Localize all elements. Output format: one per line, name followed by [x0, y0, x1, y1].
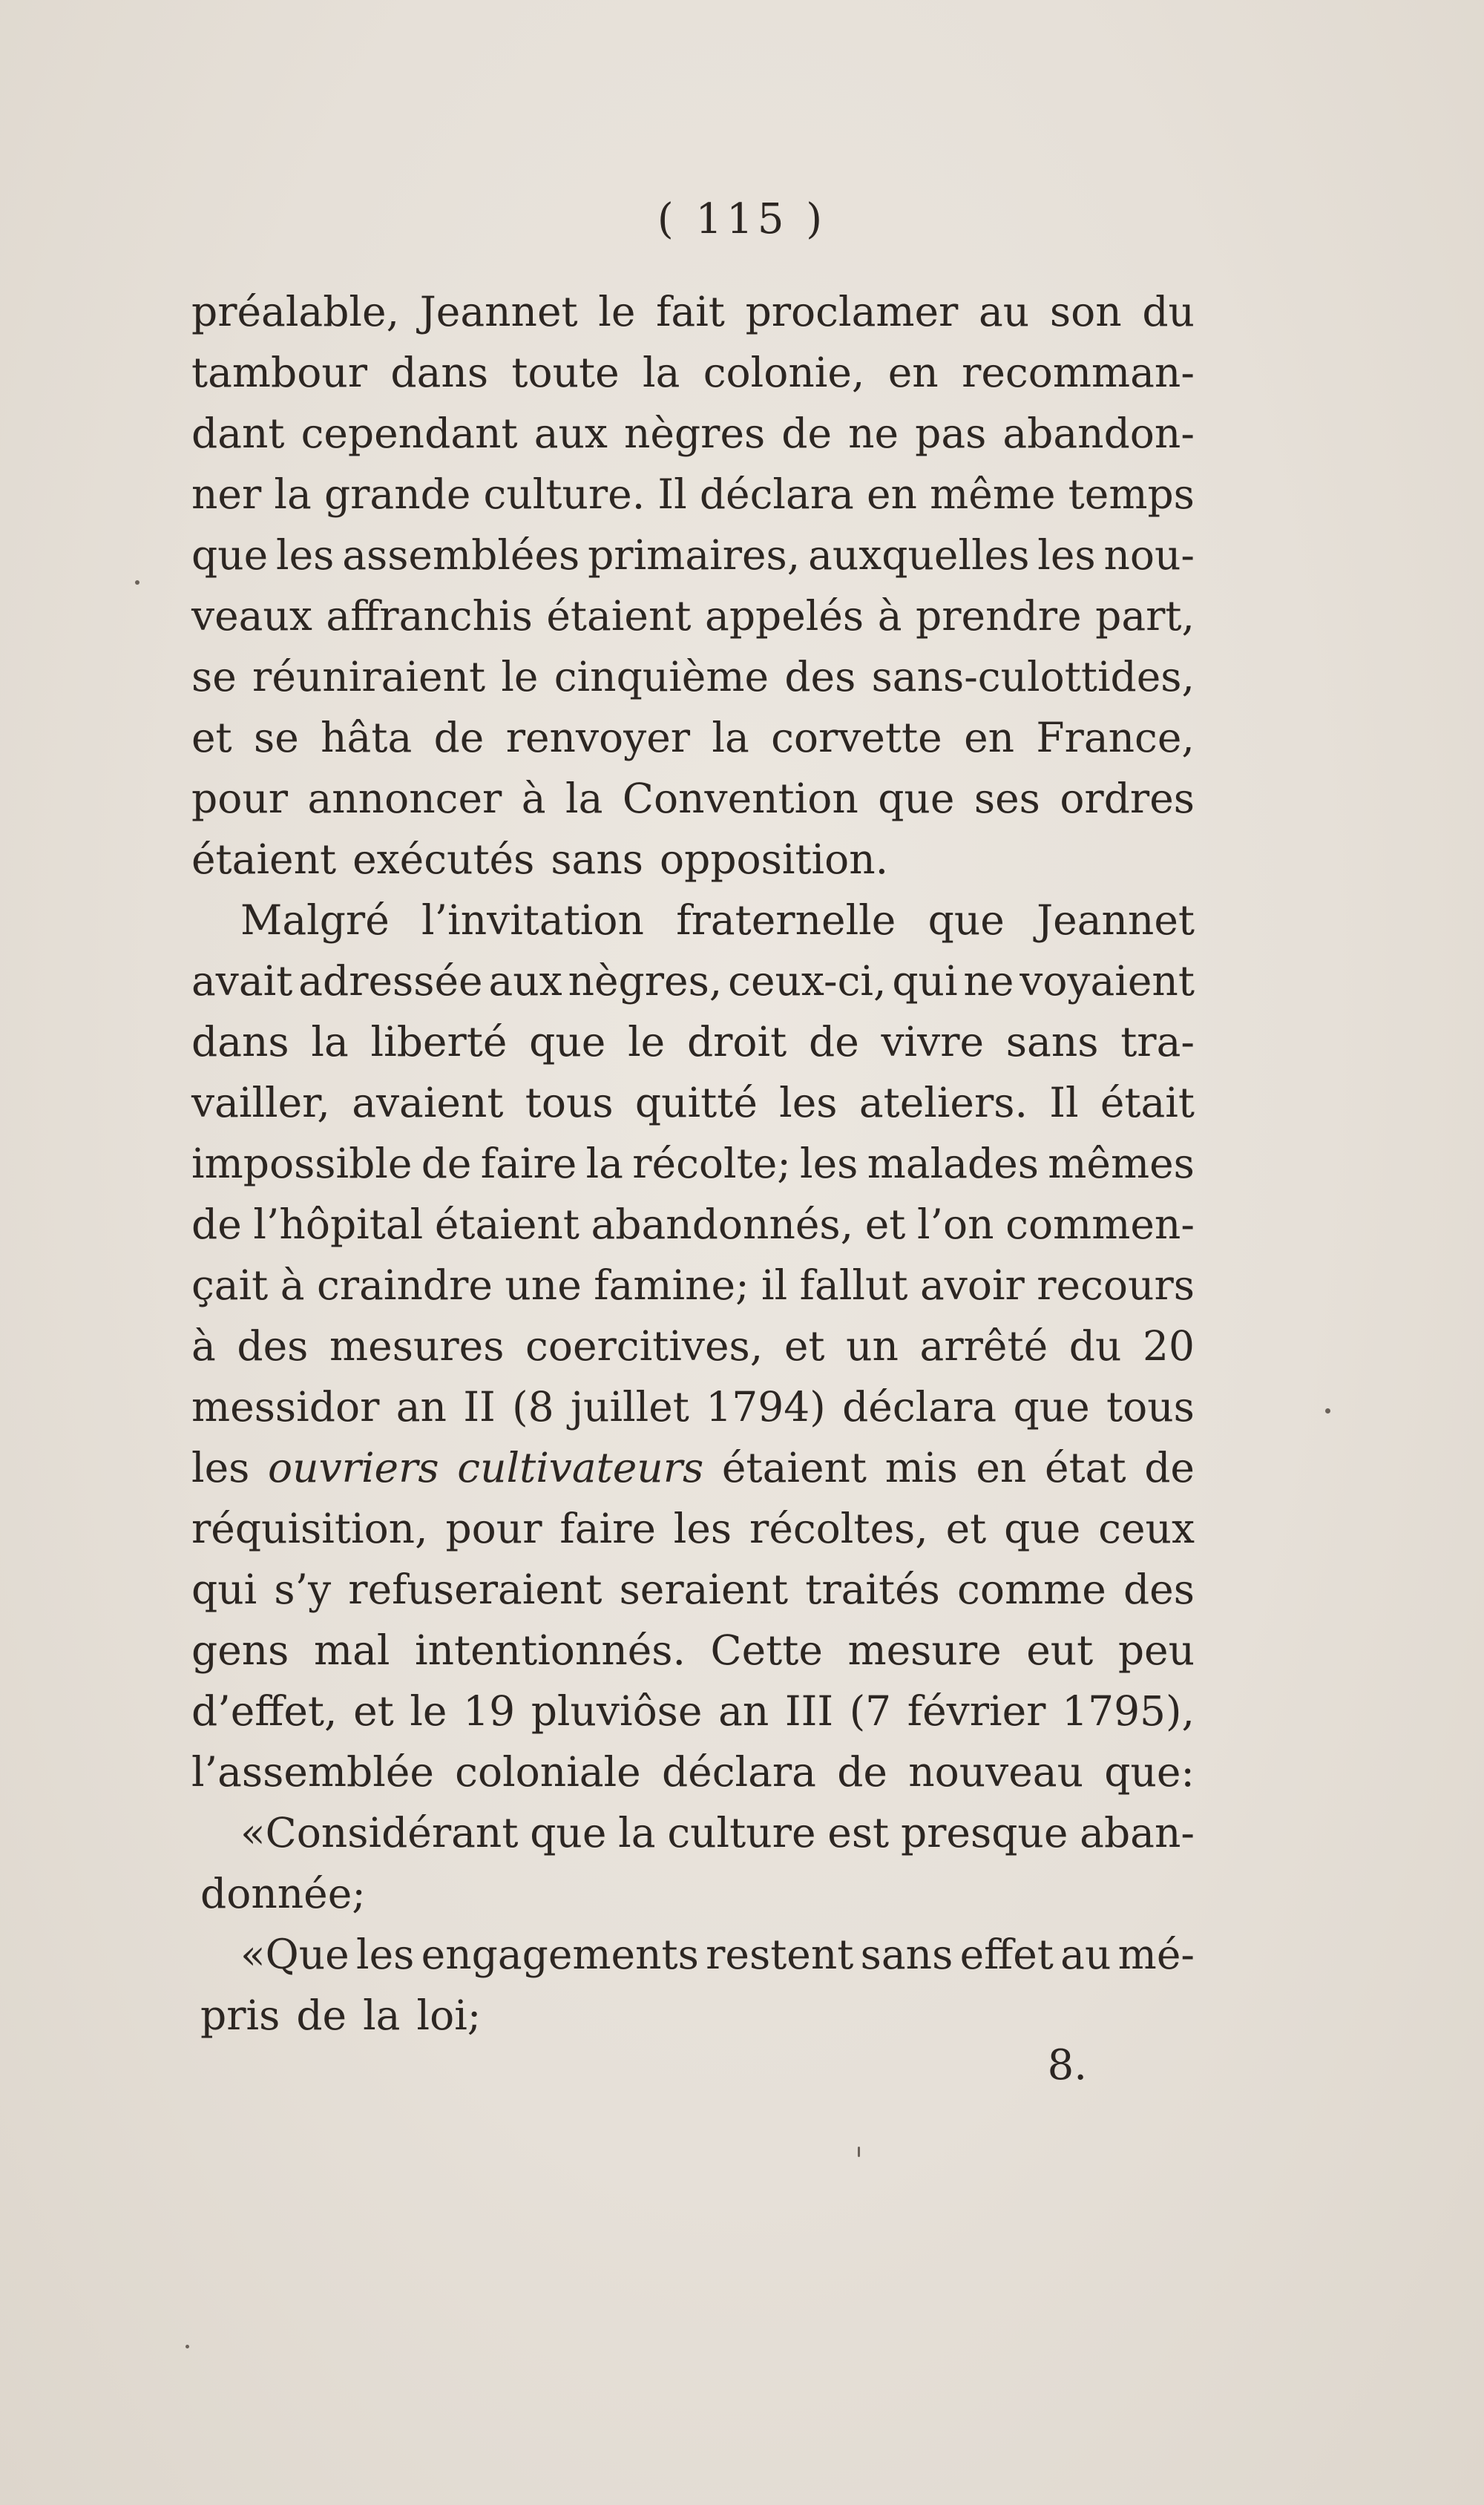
- word: étaient: [434, 1201, 580, 1248]
- word: ceux: [1098, 1505, 1195, 1552]
- word: de: [421, 1140, 472, 1187]
- word: recours: [1037, 1261, 1195, 1309]
- word: les: [779, 1079, 838, 1126]
- word: de: [1144, 1444, 1195, 1491]
- word: étaient: [546, 592, 692, 640]
- word: avaient: [352, 1079, 504, 1126]
- word: çait: [191, 1261, 269, 1309]
- word: ner: [191, 470, 262, 518]
- word: à: [877, 592, 902, 640]
- word: de: [191, 1201, 242, 1248]
- word: des: [1123, 1566, 1195, 1613]
- word: déclara: [699, 470, 854, 518]
- word: famine;: [594, 1261, 749, 1309]
- word: appelés: [705, 592, 864, 640]
- word: déclara: [661, 1748, 816, 1796]
- word: au: [979, 288, 1030, 335]
- word: l’hôpital: [253, 1201, 424, 1248]
- word: le: [628, 1018, 666, 1066]
- text-line: [191, 1671, 1195, 1735]
- word: restent: [706, 1931, 854, 1978]
- word: se: [254, 714, 299, 761]
- word: primaires,: [588, 531, 801, 579]
- word: mé-: [1117, 1931, 1195, 1978]
- word: part,: [1095, 592, 1195, 640]
- text-line: [191, 1245, 1195, 1309]
- word: Jeannet: [1037, 896, 1195, 944]
- word: étaient: [191, 835, 337, 883]
- word: (8: [512, 1383, 554, 1431]
- word: sans: [860, 1931, 953, 1978]
- word: opposition.: [660, 835, 889, 883]
- word: annoncer: [307, 775, 502, 822]
- word: Cette: [710, 1626, 823, 1674]
- text-line: [191, 1854, 1195, 1917]
- word: était: [1100, 1079, 1195, 1126]
- text-line: [191, 1306, 1195, 1370]
- word: réquisition,: [191, 1505, 428, 1552]
- word: pour: [191, 775, 289, 822]
- word: cultivateurs: [457, 1444, 704, 1491]
- word: 1794): [706, 1383, 826, 1431]
- word: juillet: [570, 1383, 689, 1431]
- word: cinquième: [554, 653, 769, 700]
- word: les: [1037, 531, 1096, 579]
- word: Jeannet: [419, 288, 578, 335]
- text-line: [191, 332, 1195, 396]
- word: ouvriers: [268, 1444, 439, 1491]
- word: la: [712, 714, 749, 761]
- text-line: [191, 515, 1195, 579]
- word: adressée: [298, 957, 483, 1005]
- word: que: [1004, 1505, 1081, 1552]
- text-line: [191, 637, 1195, 700]
- word: 19: [463, 1687, 516, 1735]
- word: toute: [511, 349, 620, 396]
- word: en: [976, 1444, 1027, 1491]
- word: tous: [1106, 1383, 1195, 1431]
- word: recomman-: [962, 349, 1195, 396]
- word: exécutés: [352, 835, 535, 883]
- word: 1795),: [1062, 1687, 1195, 1735]
- text-line: [191, 1610, 1195, 1674]
- word: dans: [191, 1018, 289, 1066]
- word: mesures: [329, 1322, 505, 1370]
- word: mesure: [847, 1626, 1002, 1674]
- word: que: [928, 896, 1005, 944]
- word: (7: [849, 1687, 892, 1735]
- word: eut: [1026, 1626, 1094, 1674]
- word: seraient: [619, 1566, 789, 1613]
- word: ceux-ci,: [728, 957, 887, 1005]
- word: coercitives,: [525, 1322, 764, 1370]
- word: affranchis: [326, 592, 533, 640]
- word: donnée;: [200, 1870, 366, 1917]
- word: même: [930, 470, 1056, 518]
- word: du: [1068, 1322, 1122, 1370]
- word: ne: [848, 410, 899, 457]
- word: qui: [191, 1566, 257, 1613]
- word: proclamer: [745, 288, 959, 335]
- word: et: [353, 1687, 394, 1735]
- word: Il: [657, 470, 687, 518]
- word: que: [878, 775, 955, 822]
- text-line: [191, 1063, 1195, 1126]
- word: gens: [191, 1626, 289, 1674]
- word: engagements: [421, 1931, 699, 1978]
- word: commen-: [1005, 1201, 1195, 1248]
- word: fallut: [799, 1261, 908, 1309]
- word: que: [529, 1018, 606, 1066]
- word: loi;: [416, 1992, 482, 2039]
- word: pas: [915, 410, 987, 457]
- word: une: [505, 1261, 582, 1309]
- text-line: [191, 941, 1195, 1005]
- word: prendre: [916, 592, 1082, 640]
- text-line: [191, 1184, 1195, 1248]
- word: la: [585, 1140, 623, 1187]
- word: vailler,: [191, 1079, 330, 1126]
- signature-mark: 8.: [1047, 2041, 1087, 2089]
- word: sans-culottides,: [871, 653, 1195, 700]
- word: veaux: [191, 592, 312, 640]
- word: coloniale: [455, 1748, 641, 1796]
- word: droit: [686, 1018, 787, 1066]
- word: tous: [525, 1079, 614, 1126]
- word: dans: [390, 349, 489, 396]
- word: à: [280, 1261, 305, 1309]
- word: comme: [957, 1566, 1106, 1613]
- word: auxquelles: [808, 531, 1030, 579]
- word: au: [1060, 1931, 1112, 1978]
- word: nègres,: [568, 957, 723, 1005]
- word: se: [191, 653, 237, 700]
- word: an: [395, 1383, 447, 1431]
- word: faire: [480, 1140, 577, 1187]
- word: le: [501, 653, 539, 700]
- word: culture.: [483, 470, 646, 518]
- word: traités: [805, 1566, 940, 1613]
- text-line: [191, 819, 1195, 883]
- word: aux: [488, 957, 562, 1005]
- word: nouveau: [908, 1748, 1084, 1796]
- word: dant: [191, 410, 285, 457]
- word: ne: [963, 957, 1014, 1005]
- word: est: [827, 1809, 890, 1856]
- word: malades: [867, 1140, 1039, 1187]
- word: fait: [656, 288, 725, 335]
- word: la: [565, 775, 603, 822]
- word: an: [718, 1687, 769, 1735]
- text-line: [191, 1002, 1195, 1066]
- word: la: [618, 1809, 656, 1856]
- word: 20: [1142, 1322, 1195, 1370]
- word: «Que: [240, 1931, 349, 1978]
- word: l’invitation: [421, 896, 644, 944]
- word: étaient: [721, 1444, 867, 1491]
- body-text: [191, 272, 1195, 2039]
- text-line: [191, 1732, 1195, 1796]
- word: mêmes: [1048, 1140, 1195, 1187]
- word: renvoyer: [505, 714, 691, 761]
- word: corvette: [771, 714, 942, 761]
- word: en: [887, 349, 939, 396]
- word: et: [945, 1505, 987, 1552]
- word: pris: [200, 1992, 280, 2039]
- word: quitté: [634, 1079, 758, 1126]
- word: abandonnés,: [591, 1201, 854, 1248]
- word: sans: [551, 835, 643, 883]
- word: des: [784, 653, 856, 700]
- word: faire: [559, 1505, 656, 1552]
- text-line: [191, 1975, 1195, 2039]
- word: en: [867, 470, 917, 518]
- word: les: [356, 1931, 415, 1978]
- word: vivre: [881, 1018, 985, 1066]
- word: III: [784, 1687, 834, 1735]
- word: du: [1142, 288, 1195, 335]
- word: la: [643, 349, 680, 396]
- word: la: [274, 470, 312, 518]
- word: culture: [667, 1809, 816, 1856]
- word: février: [907, 1687, 1046, 1735]
- word: pluviôse: [531, 1687, 703, 1735]
- word: préalable,: [191, 288, 400, 335]
- word: de: [433, 714, 485, 761]
- word: liberté: [370, 1018, 508, 1066]
- word: les: [800, 1140, 858, 1187]
- word: craindre: [316, 1261, 493, 1309]
- word: effet: [959, 1931, 1054, 1978]
- word: s’y: [274, 1566, 332, 1613]
- word: son: [1049, 288, 1122, 335]
- word: état: [1045, 1444, 1126, 1491]
- word: grande: [324, 470, 471, 518]
- word: les: [673, 1505, 732, 1552]
- word: avait: [191, 957, 293, 1005]
- word: voyaient: [1020, 957, 1195, 1005]
- text-line: [191, 272, 1195, 335]
- word: l’on: [916, 1201, 994, 1248]
- word: pour: [445, 1505, 542, 1552]
- text-line: [191, 393, 1195, 457]
- word: peu: [1117, 1626, 1195, 1674]
- word: et: [864, 1201, 906, 1248]
- word: cependant: [301, 410, 518, 457]
- word: déclara: [842, 1383, 997, 1431]
- word: Malgré: [240, 896, 390, 944]
- word: aux: [533, 410, 608, 457]
- word: France,: [1036, 714, 1195, 761]
- word: et: [784, 1322, 825, 1370]
- text-line: [191, 1549, 1195, 1613]
- word: presque: [900, 1809, 1068, 1856]
- word: le: [410, 1687, 447, 1735]
- text-line: [191, 880, 1195, 944]
- word: le: [598, 288, 636, 335]
- word: de: [296, 1992, 347, 2039]
- text-line: [191, 697, 1195, 761]
- word: que: [530, 1809, 607, 1856]
- word: que: [1013, 1383, 1090, 1431]
- text-line: [191, 1123, 1195, 1187]
- word: «Considérant: [240, 1809, 519, 1856]
- word: colonie,: [703, 349, 865, 396]
- word: Convention: [622, 775, 858, 822]
- word: fraternelle: [676, 896, 896, 944]
- word: à: [521, 775, 546, 822]
- word: d’effet,: [191, 1687, 338, 1735]
- word: ateliers.: [858, 1079, 1028, 1126]
- word: de: [808, 1018, 859, 1066]
- word: tambour: [191, 349, 368, 396]
- text-line: [191, 576, 1195, 640]
- word: avoir: [919, 1261, 1025, 1309]
- word: refuseraient: [348, 1566, 603, 1613]
- word: aban-: [1080, 1809, 1195, 1856]
- word: ordres: [1060, 775, 1195, 822]
- word: nègres: [623, 410, 766, 457]
- word: les: [191, 1444, 250, 1491]
- word: mis: [884, 1444, 958, 1491]
- word: récoltes,: [749, 1505, 928, 1552]
- word: que:: [1104, 1748, 1195, 1796]
- text-line: [191, 1793, 1195, 1854]
- word: ses: [974, 775, 1040, 822]
- word: en: [964, 714, 1015, 761]
- word: et: [191, 714, 232, 761]
- page-number: ( 115 ): [657, 195, 827, 243]
- word: II: [463, 1383, 496, 1431]
- word: réuniraient: [252, 653, 486, 700]
- word: que: [191, 531, 269, 579]
- text-line: [191, 758, 1195, 822]
- text-line: [191, 1367, 1195, 1431]
- word: la: [363, 1992, 401, 2039]
- word: des: [237, 1322, 309, 1370]
- word: hâta: [321, 714, 413, 761]
- word: la: [311, 1018, 349, 1066]
- word: Il: [1049, 1079, 1079, 1126]
- word: sans: [1005, 1018, 1099, 1066]
- word: intentionnés.: [415, 1626, 686, 1674]
- text-line: [191, 1488, 1195, 1552]
- word: de: [781, 410, 833, 457]
- word: un: [846, 1322, 899, 1370]
- text-line: [191, 1914, 1195, 1978]
- word: assemblées: [342, 531, 580, 579]
- word: messidor: [191, 1383, 380, 1431]
- word: qui: [892, 957, 958, 1005]
- word: tra-: [1120, 1018, 1195, 1066]
- text-line: [191, 454, 1195, 518]
- word: arrêté: [919, 1322, 1048, 1370]
- word: récolte;: [632, 1140, 791, 1187]
- word: il: [761, 1261, 788, 1309]
- word: à: [191, 1322, 216, 1370]
- word: temps: [1068, 470, 1195, 518]
- word: mal: [313, 1626, 390, 1674]
- word: impossible: [191, 1140, 413, 1187]
- word: abandon-: [1002, 410, 1195, 457]
- word: l’assemblée: [191, 1748, 434, 1796]
- word: de: [837, 1748, 887, 1796]
- word: les: [276, 531, 335, 579]
- word: nou-: [1103, 531, 1195, 579]
- text-line: [191, 1428, 1195, 1491]
